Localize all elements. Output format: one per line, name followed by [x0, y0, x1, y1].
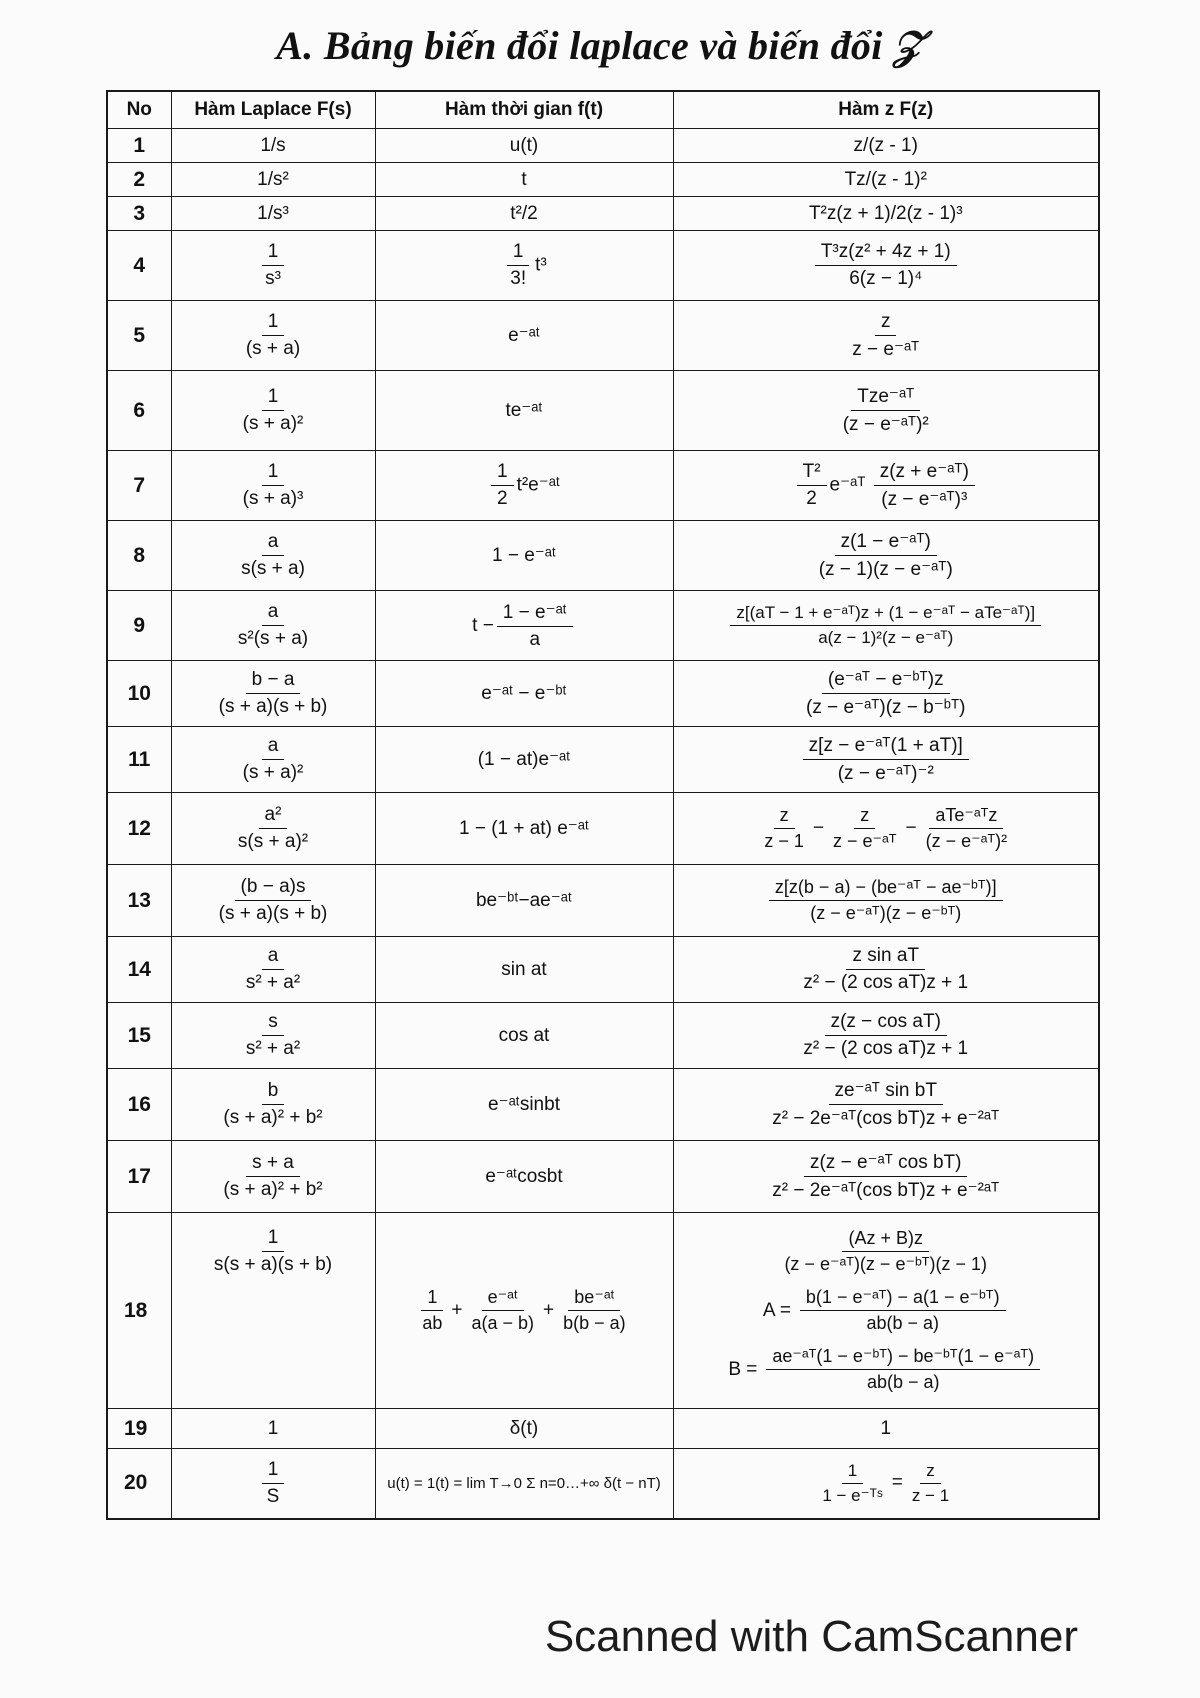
laplace-denominator: (s + a) — [245, 338, 301, 359]
time-suffix: t²e⁻ᵃᵗ — [516, 474, 561, 496]
row-no: 18 — [107, 1213, 171, 1409]
z-fraction — [803, 734, 969, 785]
time-fraction-2 — [465, 1287, 540, 1334]
z-numerator: z(1 − e⁻ᵃᵀ) — [835, 530, 937, 556]
time-numerator: be⁻ᵃᵗ — [568, 1287, 620, 1311]
z-cell — [673, 163, 1099, 197]
laplace-fraction — [261, 1459, 286, 1508]
table-row — [107, 521, 1099, 591]
time-prefix: t − — [472, 614, 494, 636]
laplace-fraction — [213, 669, 334, 718]
z-numerator: z — [774, 805, 795, 829]
z-denominator: (z − e⁻ᵃᵀ)² — [842, 414, 929, 435]
z-cell — [673, 937, 1099, 1003]
z-numerator: b(1 − e⁻ᵃᵀ) − a(1 − e⁻ᵇᵀ) — [800, 1287, 1006, 1311]
laplace-denominator: S — [266, 1485, 280, 1507]
row-no: 7 — [107, 451, 171, 521]
laplace-cell — [171, 1213, 375, 1409]
time-cell — [375, 129, 673, 163]
z-operator: − — [812, 817, 824, 839]
table-row — [107, 301, 1099, 371]
time-cell — [375, 937, 673, 1003]
time-fraction — [504, 241, 532, 290]
laplace-numerator: 1 — [262, 1227, 285, 1252]
z-a-fraction — [800, 1287, 1006, 1334]
z-cell — [673, 793, 1099, 865]
time-operator: + — [543, 1299, 555, 1321]
laplace-numerator: b — [262, 1080, 285, 1105]
header-laplace: Hàm Laplace F(s) — [171, 91, 375, 129]
z-cell — [673, 1449, 1099, 1519]
row-no: 15 — [107, 1003, 171, 1069]
z-numerator: z(z + e⁻ᵃᵀ) — [874, 460, 975, 486]
time-suffix: t³ — [535, 254, 547, 276]
laplace-denominator: (s + a)(s + b) — [218, 903, 328, 924]
header-time: Hàm thời gian f(t) — [375, 91, 673, 129]
z-denominator: 6(z − 1)⁴ — [849, 268, 923, 289]
z-numerator: Tze⁻ᵃᵀ — [851, 385, 920, 411]
time-numerator: e⁻ᵃᵗ — [482, 1287, 524, 1311]
row-no: 2 — [107, 163, 171, 197]
z-denominator: (z − e⁻ᵃᵀ)² — [925, 831, 1008, 851]
time-cell — [375, 661, 673, 727]
laplace-numerator: s — [262, 1011, 284, 1036]
laplace-numerator: (b − a)s — [235, 876, 312, 901]
laplace-cell — [171, 521, 375, 591]
z-equals: = — [891, 1471, 903, 1493]
page-title: A. Bảng biến đổi laplace và biến đổi 𝒵 — [276, 23, 924, 68]
time-fraction — [491, 461, 514, 510]
table-row — [107, 1409, 1099, 1449]
laplace-numerator: a — [262, 735, 285, 760]
time-numerator: 1 — [491, 461, 514, 486]
z-cell — [673, 197, 1099, 231]
z-numerator: z(z − e⁻ᵃᵀ cos bT) — [804, 1151, 968, 1177]
time-cell — [375, 1003, 673, 1069]
z-cell — [673, 727, 1099, 793]
time-cell — [375, 793, 673, 865]
table-row — [107, 937, 1099, 1003]
z-cell — [673, 301, 1099, 371]
row-no: 13 — [107, 865, 171, 937]
laplace-fraction-wrap — [176, 1227, 371, 1276]
time-cell — [375, 1141, 673, 1213]
time-cell — [375, 727, 673, 793]
z-denominator: (z − e⁻ᵃᵀ)³ — [881, 489, 968, 510]
laplace-fraction — [240, 945, 306, 994]
z-denominator: z − e⁻ᵃᵀ — [833, 831, 897, 851]
laplace-numerator: 1 — [262, 386, 285, 411]
row-no: 3 — [107, 197, 171, 231]
laplace-fraction — [208, 1227, 338, 1276]
time-cell — [375, 521, 673, 591]
laplace-cell — [171, 371, 375, 451]
z-denominator: z − 1 — [911, 1485, 950, 1505]
laplace-cell — [171, 661, 375, 727]
time-text: te⁻ᵃᵗ — [505, 400, 543, 421]
laplace-cell — [171, 163, 375, 197]
z-b-label: B = — [728, 1358, 758, 1380]
table-row — [107, 163, 1099, 197]
z-fraction — [769, 877, 1003, 924]
row-no: 19 — [107, 1409, 171, 1449]
laplace-numerator: b − a — [246, 669, 301, 694]
z-cell — [673, 865, 1099, 937]
z-fraction-3 — [920, 805, 1014, 852]
laplace-numerator: 1 — [262, 311, 285, 336]
laplace-cell — [171, 451, 375, 521]
table-row — [107, 1449, 1099, 1519]
z-fraction-2 — [906, 1461, 955, 1506]
z-fraction — [766, 1079, 1005, 1130]
z-numerator: T³z(z² + 4z + 1) — [815, 241, 957, 266]
row-no: 12 — [107, 793, 171, 865]
z-fraction — [800, 668, 972, 719]
row-no: 20 — [107, 1449, 171, 1519]
z-main-fraction — [778, 1228, 993, 1275]
table-header-row — [107, 91, 1099, 129]
time-text: u(t) — [509, 134, 539, 156]
laplace-text: 1/s — [260, 134, 286, 156]
laplace-cell — [171, 129, 375, 163]
laplace-numerator: a — [262, 601, 285, 626]
time-cell — [375, 451, 673, 521]
row-no: 8 — [107, 521, 171, 591]
laplace-denominator: s² + a² — [245, 1038, 301, 1059]
z-cell — [673, 1141, 1099, 1213]
z-cell — [673, 661, 1099, 727]
time-cell — [375, 1409, 673, 1449]
row-no: 9 — [107, 591, 171, 661]
z-numerator: (e⁻ᵃᵀ − e⁻ᵇᵀ)z — [822, 668, 950, 694]
time-text: 1 − e⁻ᵃᵗ — [491, 545, 557, 566]
z-cell — [673, 1069, 1099, 1141]
laplace-denominator: (s + a)² + b² — [223, 1107, 323, 1128]
row-no: 16 — [107, 1069, 171, 1141]
time-denominator: b(b − a) — [563, 1313, 626, 1333]
laplace-denominator: s² + a² — [245, 972, 301, 993]
z-fraction — [730, 603, 1041, 648]
z-b-line — [728, 1346, 1043, 1393]
row-no: 1 — [107, 129, 171, 163]
laplace-cell — [171, 1409, 375, 1449]
laplace-cell — [171, 937, 375, 1003]
laplace-cell — [171, 865, 375, 937]
time-denominator: a — [529, 628, 541, 650]
z-numerator: z[z − e⁻ᵃᵀ(1 + aT)] — [803, 734, 969, 760]
table-row — [107, 793, 1099, 865]
laplace-numerator: a — [262, 531, 285, 556]
time-numerator: 1 — [421, 1287, 443, 1311]
z-denominator: (z − e⁻ᵃᵀ)⁻² — [837, 763, 934, 784]
laplace-denominator: s³ — [265, 268, 281, 289]
z-fraction — [815, 241, 957, 290]
table-row — [107, 231, 1099, 301]
laplace-denominator: (s + a)(s + b) — [218, 696, 328, 717]
z-cell — [673, 231, 1099, 301]
table-row — [107, 1213, 1099, 1409]
laplace-cell — [171, 1069, 375, 1141]
z-fraction-2 — [827, 805, 903, 852]
laplace-denominator: s(s + a)² — [237, 831, 309, 852]
z-cell — [673, 521, 1099, 591]
time-cell — [375, 1449, 673, 1519]
laplace-fraction — [232, 804, 314, 853]
table-row — [107, 371, 1099, 451]
z-fraction — [874, 460, 975, 511]
z-denominator: z² − 2e⁻ᵃᵀ(cos bT)z + e⁻²ᵃᵀ — [772, 1108, 1000, 1129]
laplace-denominator: (s + a)³ — [242, 488, 304, 509]
z-coef-denominator: 2 — [806, 488, 817, 509]
row-no: 14 — [107, 937, 171, 1003]
time-cell — [375, 1069, 673, 1141]
z-cell — [673, 129, 1099, 163]
z-numerator: aTe⁻ᵃᵀz — [929, 805, 1003, 829]
time-text: t — [521, 168, 527, 190]
z-fraction-1 — [816, 1461, 888, 1506]
time-text: e⁻ᵃᵗ − e⁻ᵇᵗ — [481, 683, 567, 704]
z-coef-suffix: e⁻ᵃᵀ — [829, 474, 866, 496]
laplace-fraction — [237, 386, 310, 435]
laplace-fraction — [259, 241, 287, 290]
time-text: cos at — [498, 1024, 550, 1046]
time-cell — [375, 197, 673, 231]
time-fraction-3 — [557, 1287, 632, 1334]
time-text: sin at — [501, 958, 547, 980]
z-a-label: A = — [762, 1299, 791, 1321]
time-denominator: 2 — [496, 488, 508, 509]
time-denominator: a(a − b) — [471, 1313, 535, 1333]
laplace-fraction — [240, 1011, 306, 1060]
laplace-fraction — [217, 1152, 328, 1201]
z-cell — [673, 1409, 1099, 1449]
z-denominator: ab(b − a) — [867, 1372, 940, 1392]
time-text: e⁻ᵃᵗcosbt — [485, 1166, 563, 1187]
laplace-text: 1 — [267, 1417, 279, 1439]
time-text: 1 − (1 + at) e⁻ᵃᵗ — [458, 818, 590, 839]
time-fraction-1 — [416, 1287, 448, 1334]
row-no: 10 — [107, 661, 171, 727]
laplace-numerator: 1 — [262, 461, 285, 486]
time-cell — [375, 371, 673, 451]
z-denominator: z² − (2 cos aT)z + 1 — [803, 1038, 969, 1059]
table-row — [107, 451, 1099, 521]
z-denominator: (z − e⁻ᵃᵀ)(z − b⁻ᵇᵀ) — [806, 697, 966, 718]
laplace-fraction — [240, 311, 306, 360]
time-text: u(t) = 1(t) = lim T→0 Σ n=0…+∞ δ(t − nT) — [387, 1474, 661, 1492]
z-text: T²z(z + 1)/2(z - 1)³ — [808, 202, 963, 224]
z-numerator: z[z(b − a) − (be⁻ᵃᵀ − ae⁻ᵇᵀ)] — [769, 877, 1003, 901]
laplace-cell — [171, 727, 375, 793]
table-row — [107, 129, 1099, 163]
laplace-cell — [171, 1141, 375, 1213]
z-denominator: ab(b − a) — [866, 1313, 940, 1333]
z-numerator: ae⁻ᵃᵀ(1 − e⁻ᵇᵀ) − be⁻ᵇᵀ(1 − e⁻ᵃᵀ) — [766, 1346, 1040, 1370]
time-operator: + — [451, 1299, 463, 1321]
time-text: δ(t) — [509, 1417, 539, 1439]
laplace-numerator: s + a — [246, 1152, 300, 1177]
laplace-fraction — [217, 1080, 328, 1129]
z-text: Tz/(z - 1)² — [844, 168, 927, 190]
table-row — [107, 727, 1099, 793]
z-fraction — [797, 945, 974, 994]
laplace-z-transform-table — [106, 90, 1100, 1520]
time-numerator: 1 − e⁻ᵃᵗ — [497, 601, 573, 627]
z-fraction — [837, 385, 935, 436]
z-numerator: z — [920, 1461, 941, 1484]
z-denominator: (z − e⁻ᵃᵀ)(z − e⁻ᵇᵀ) — [810, 903, 962, 923]
laplace-text: 1/s³ — [257, 202, 289, 224]
laplace-cell — [171, 591, 375, 661]
laplace-denominator: s(s + a) — [241, 558, 305, 579]
time-cell — [375, 231, 673, 301]
z-fraction — [846, 311, 925, 361]
z-cell — [673, 1003, 1099, 1069]
row-no: 5 — [107, 301, 171, 371]
row-no: 4 — [107, 231, 171, 301]
z-b-fraction — [766, 1346, 1040, 1393]
row-no: 11 — [107, 727, 171, 793]
time-text: e⁻ᵃᵗsinbt — [488, 1094, 560, 1115]
z-denominator: 1 − e⁻ᵀˢ — [822, 1485, 883, 1505]
z-fraction — [813, 530, 959, 581]
row-no: 17 — [107, 1141, 171, 1213]
laplace-fraction — [213, 876, 334, 925]
laplace-denominator: s(s + a)(s + b) — [213, 1254, 333, 1275]
z-coef-numerator: T² — [797, 461, 827, 486]
time-fraction — [497, 601, 573, 651]
z-operator: − — [905, 817, 917, 839]
z-numerator: (Az + B)z — [842, 1228, 929, 1252]
time-numerator: 1 — [507, 241, 530, 266]
z-coef-fraction — [797, 461, 827, 510]
table-row — [107, 1069, 1099, 1141]
table-row — [107, 591, 1099, 661]
z-text: 1 — [880, 1417, 892, 1439]
table-row — [107, 661, 1099, 727]
laplace-text: 1/s² — [257, 168, 289, 190]
header-no: No — [107, 91, 171, 129]
row-no: 6 — [107, 371, 171, 451]
camscanner-watermark: Scanned with CamScanner — [544, 1612, 1078, 1661]
time-cell — [375, 1213, 673, 1409]
z-a-line — [763, 1287, 1009, 1334]
laplace-fraction — [237, 461, 310, 510]
z-fraction — [766, 1151, 1005, 1202]
time-denominator: 3! — [510, 268, 527, 289]
z-numerator: z — [854, 805, 875, 829]
time-text: e⁻ᵃᵗ — [508, 325, 540, 346]
z-cell — [673, 451, 1099, 521]
z-denominator: a(z − 1)²(z − e⁻ᵃᵀ) — [818, 628, 954, 647]
table-row — [107, 1003, 1099, 1069]
time-denominator: ab — [422, 1313, 443, 1333]
time-cell — [375, 591, 673, 661]
z-numerator: 1 — [842, 1461, 863, 1484]
laplace-numerator: a — [262, 945, 285, 970]
laplace-cell — [171, 301, 375, 371]
z-text: z/(z - 1) — [853, 134, 918, 156]
z-fraction — [797, 1011, 974, 1060]
z-denominator: (z − e⁻ᵃᵀ)(z − e⁻ᵇᵀ)(z − 1) — [784, 1254, 988, 1274]
time-text: be⁻ᵇᵗ−ae⁻ᵃᵗ — [475, 890, 572, 911]
z-numerator: z — [875, 311, 897, 336]
laplace-fraction — [235, 531, 311, 580]
z-fraction-1 — [758, 805, 810, 852]
header-z: Hàm z F(z) — [673, 91, 1099, 129]
z-numerator: z(z − cos aT) — [825, 1011, 947, 1036]
laplace-fraction — [232, 601, 314, 650]
table-row — [107, 865, 1099, 937]
laplace-cell — [171, 231, 375, 301]
z-denominator: (z − 1)(z − e⁻ᵃᵀ) — [818, 559, 953, 580]
z-denominator: z − e⁻ᵃᵀ — [852, 338, 920, 360]
time-cell — [375, 163, 673, 197]
laplace-cell — [171, 1003, 375, 1069]
time-text: (1 − at)e⁻ᵃᵗ — [477, 749, 571, 770]
laplace-denominator: s²(s + a) — [237, 628, 309, 649]
laplace-numerator: a² — [259, 804, 288, 829]
laplace-denominator: (s + a)² — [242, 762, 304, 783]
z-denominator: z − 1 — [764, 831, 804, 851]
z-numerator: z sin aT — [846, 945, 925, 970]
z-numerator: z[(aT − 1 + e⁻ᵃᵀ)z + (1 − e⁻ᵃᵀ − aTe⁻ᵃᵀ)] — [730, 603, 1041, 626]
laplace-cell — [171, 197, 375, 231]
time-cell — [375, 865, 673, 937]
table-row — [107, 1141, 1099, 1213]
z-denominator: z² − (2 cos aT)z + 1 — [803, 972, 969, 993]
z-numerator: ze⁻ᵃᵀ sin bT — [829, 1079, 943, 1105]
z-cell — [673, 371, 1099, 451]
laplace-cell — [171, 793, 375, 865]
time-cell — [375, 301, 673, 371]
laplace-numerator: 1 — [262, 241, 285, 266]
z-denominator: z² − 2e⁻ᵃᵀ(cos bT)z + e⁻²ᵃᵀ — [772, 1180, 1000, 1201]
z-main-line — [775, 1228, 996, 1275]
z-stack — [678, 1228, 1095, 1393]
laplace-numerator: 1 — [262, 1459, 285, 1484]
laplace-denominator: (s + a)² + b² — [223, 1179, 323, 1200]
laplace-cell — [171, 1449, 375, 1519]
time-text: t²/2 — [510, 202, 538, 224]
laplace-fraction — [237, 735, 310, 784]
table-row — [107, 197, 1099, 231]
laplace-denominator: (s + a)² — [242, 413, 304, 434]
z-cell — [673, 1213, 1099, 1409]
z-cell — [673, 591, 1099, 661]
